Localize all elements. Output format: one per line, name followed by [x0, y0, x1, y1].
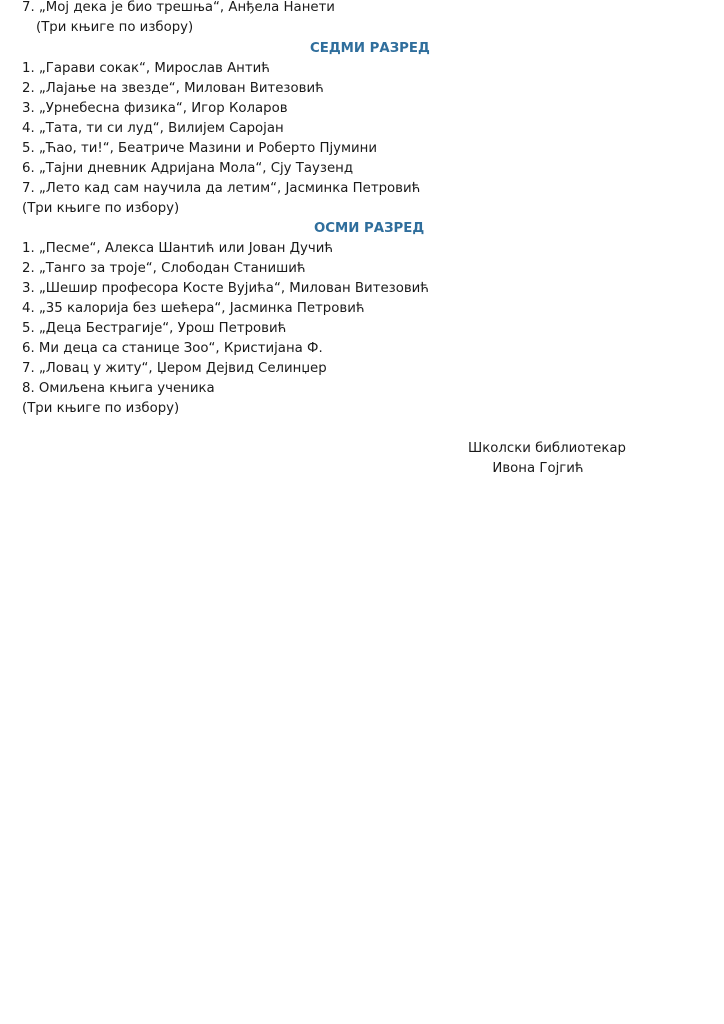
- signature-name: Ивона Гојгић: [492, 461, 584, 476]
- selection-note: (Три књиге по избору): [36, 20, 194, 35]
- list-item: 1. „Песме“, Алекса Шантић или Јован Дучић: [22, 241, 334, 256]
- signature-title: Школски библиотекар: [468, 441, 626, 456]
- list-item: 6. Ми деца са станице Зоо“, Кристијана Ф.: [22, 341, 323, 356]
- list-item: 2. „Лајање на звезде“, Милован Витезовић: [22, 81, 324, 96]
- section-heading-eighth-grade: ОСМИ РАЗРЕД: [314, 221, 425, 236]
- list-item: 3. „Урнебесна физика“, Игор Коларов: [22, 101, 288, 116]
- list-item: 7. „Лето кад сам научила да летим“, Јасминка Петровић: [22, 181, 421, 196]
- list-item: 2. „Танго за троје“, Слободан Станишић: [22, 261, 306, 276]
- list-item: 5. „Ћао, ти!“, Беатриче Мазини и Роберто Пјумини: [22, 141, 378, 156]
- list-item: 3. „Шешир професора Косте Вујића“, Милован Витезовић: [22, 281, 429, 296]
- list-item: 8. Омиљена књига ученика: [22, 381, 215, 396]
- list-item: 7. „Ловац у житу“, Џером Дејвид Селинџер: [22, 361, 327, 376]
- list-item: 4. „35 калорија без шећера“, Јасминка Петровић: [22, 301, 365, 316]
- list-item: 6. „Тајни дневник Адријана Мола“, Сју Таузенд: [22, 161, 354, 176]
- section-heading-seventh-grade: СЕДМИ РАЗРЕД: [310, 41, 430, 56]
- selection-note: (Три књиге по избору): [22, 201, 180, 216]
- list-item: 5. „Деца Бестрагије“, Урош Петровић: [22, 321, 287, 336]
- list-item: 4. „Тата, ти си луд“, Вилијем Саројан: [22, 121, 284, 136]
- selection-note: (Три књиге по избору): [22, 401, 180, 416]
- list-item: 7. „Мој дека је био трешња“, Анђела Нанети: [22, 0, 335, 15]
- list-item: 1. „Гарави сокак“, Мирослав Антић: [22, 61, 270, 76]
